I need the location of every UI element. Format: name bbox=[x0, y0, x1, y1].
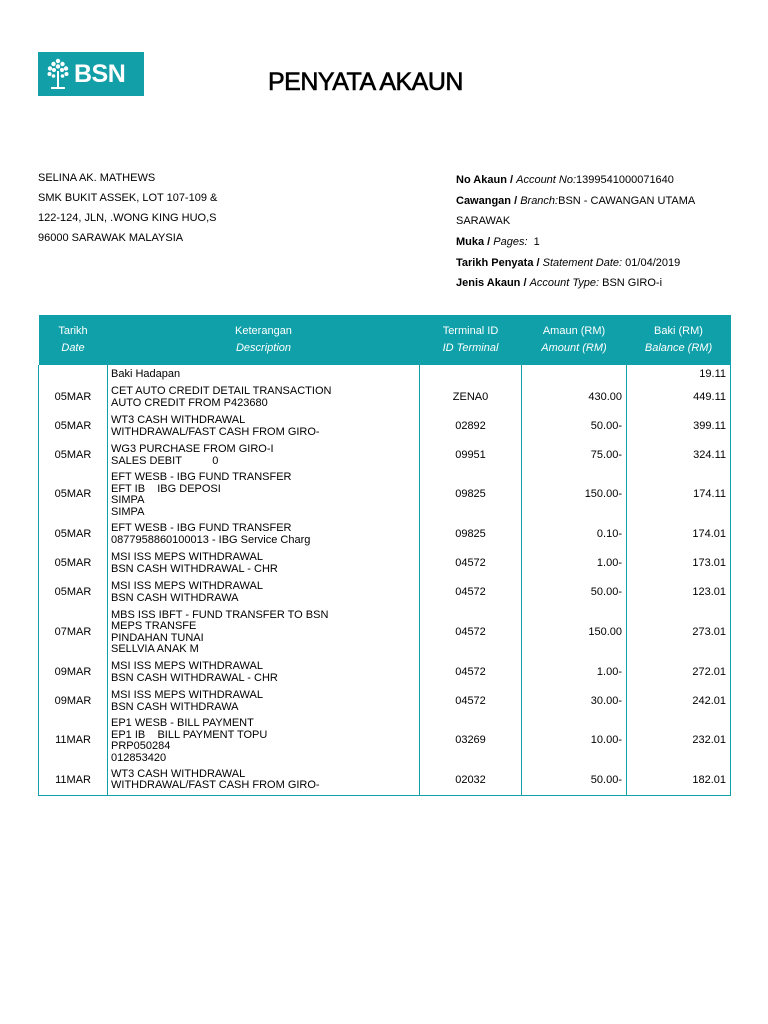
account-info bbox=[456, 170, 695, 294]
description-line: MEPS TRANSFE bbox=[111, 621, 197, 632]
description-line: WT3 CASH WITHDRAWAL bbox=[111, 768, 246, 780]
row-amount: 30.00- bbox=[522, 687, 627, 716]
row-date: 05MAR bbox=[39, 470, 108, 520]
opening-balance: 19.11 bbox=[627, 365, 731, 383]
row-date: 05MAR bbox=[39, 578, 108, 607]
tree-icon bbox=[45, 57, 71, 91]
header-terminal: Terminal ID ID Terminal bbox=[420, 315, 522, 365]
header-balance: Baki (RM) Balance (RM) bbox=[627, 315, 731, 365]
row-date: 05MAR bbox=[39, 520, 108, 549]
row-amount: 1.00- bbox=[522, 549, 627, 578]
row-terminal-id: 04572 bbox=[420, 658, 522, 687]
branch-row-2 bbox=[456, 211, 695, 232]
table-row bbox=[39, 412, 731, 441]
row-amount: 150.00- bbox=[522, 470, 627, 520]
account-no-label: No Akaun / bbox=[456, 174, 517, 186]
row-description bbox=[108, 520, 420, 549]
account-type-label-en: Account Type: bbox=[529, 277, 600, 290]
row-terminal-id: 04572 bbox=[420, 549, 522, 578]
description-line: SALES DEBIT 0 bbox=[111, 455, 219, 467]
row-description bbox=[108, 549, 420, 578]
description-line: MSI ISS MEPS WITHDRAWAL bbox=[111, 661, 263, 672]
table-row bbox=[39, 383, 731, 412]
description-line: CET AUTO CREDIT DETAIL TRANSACTION bbox=[111, 386, 332, 397]
address-line: SMK BUKIT ASSEK, LOT 107-109 & bbox=[38, 192, 218, 204]
row-balance: 173.01 bbox=[627, 549, 731, 578]
description-line: AUTO CREDIT FROM P423680 bbox=[111, 397, 268, 409]
account-no-row bbox=[456, 170, 695, 191]
table-row bbox=[39, 766, 731, 795]
row-amount: 50.00- bbox=[522, 412, 627, 441]
table-header bbox=[39, 315, 731, 365]
description-line: EP1 IB BILL PAYMENT TOPU bbox=[111, 729, 268, 741]
row-balance: 242.01 bbox=[627, 687, 731, 716]
row-amount: 1.00- bbox=[522, 658, 627, 687]
description-line: MSI ISS MEPS WITHDRAWAL bbox=[111, 581, 263, 592]
pages-value: 1 bbox=[527, 236, 540, 249]
description-line: 0877958860100013 - IBG Service Charg bbox=[111, 534, 311, 546]
row-description bbox=[108, 687, 420, 716]
row-amount: 75.00- bbox=[522, 441, 627, 470]
description-line: PINDAHAN TUNAI bbox=[111, 632, 204, 644]
description-line: MBS ISS IBFT - FUND TRANSFER TO BSN bbox=[111, 609, 329, 621]
row-date: 05MAR bbox=[39, 549, 108, 578]
row-balance: 273.01 bbox=[627, 607, 731, 658]
row-amount: 430.00 bbox=[522, 383, 627, 412]
description-line: PRP050284 bbox=[111, 741, 171, 752]
statement-date-label-en: Statement Date: bbox=[542, 256, 623, 269]
description-line: SELLVIA ANAK M bbox=[111, 644, 199, 655]
account-type-row bbox=[456, 273, 695, 294]
table-row bbox=[39, 687, 731, 716]
description-line: WITHDRAWAL/FAST CASH FROM GIRO- bbox=[111, 780, 320, 792]
row-date: 05MAR bbox=[39, 383, 108, 412]
row-balance: 399.11 bbox=[627, 412, 731, 441]
description-line: EFT WESB - IBG FUND TRANSFER bbox=[111, 472, 292, 483]
row-date: 05MAR bbox=[39, 412, 108, 441]
description-line: EFT IB IBG DEPOSI bbox=[111, 483, 221, 495]
table-row bbox=[39, 658, 731, 687]
table-row bbox=[39, 520, 731, 549]
description-line: MSI ISS MEPS WITHDRAWAL bbox=[111, 552, 263, 563]
row-date: 09MAR bbox=[39, 687, 108, 716]
transactions-table bbox=[38, 315, 731, 796]
row-description bbox=[108, 578, 420, 607]
row-terminal-id: 09825 bbox=[420, 520, 522, 549]
opening-balance-row bbox=[39, 365, 731, 383]
row-date: 11MAR bbox=[39, 766, 108, 795]
row-balance: 449.11 bbox=[627, 383, 731, 412]
table-row bbox=[39, 549, 731, 578]
account-no-label-en: Account No: bbox=[516, 174, 577, 186]
branch-label-en: Branch: bbox=[520, 194, 559, 207]
table-row bbox=[39, 607, 731, 658]
row-date: 07MAR bbox=[39, 607, 108, 658]
row-terminal-id: 02892 bbox=[420, 412, 522, 441]
page-title: PENYATA AKAUN bbox=[268, 68, 463, 96]
pages-label: Muka / bbox=[456, 236, 494, 249]
description-line: WT3 CASH WITHDRAWAL bbox=[111, 415, 246, 426]
bsn-logo bbox=[38, 52, 144, 96]
branch-value-2: SARAWAK bbox=[456, 215, 511, 228]
row-description bbox=[108, 716, 420, 766]
row-balance: 272.01 bbox=[627, 658, 731, 687]
row-description bbox=[108, 470, 420, 520]
statement-date-label: Tarikh Penyata / bbox=[456, 256, 543, 269]
row-amount: 0.10- bbox=[522, 520, 627, 549]
description-line: 012853420 bbox=[111, 752, 167, 764]
row-terminal-id: 09951 bbox=[420, 441, 522, 470]
branch-value: BSN - CAWANGAN UTAMA bbox=[558, 194, 696, 207]
row-terminal-id: ZENA0 bbox=[420, 383, 522, 412]
table-row bbox=[39, 470, 731, 520]
table-row bbox=[39, 716, 731, 766]
description-line: SIMPA bbox=[111, 495, 145, 506]
row-date: 05MAR bbox=[39, 441, 108, 470]
description-line: BSN CASH WITHDRAWAL - CHR bbox=[111, 672, 278, 684]
pages-label-en: Pages: bbox=[493, 236, 528, 249]
address-line: 122-124, JLN, .WONG KING HUO,S bbox=[38, 212, 217, 224]
row-balance: 123.01 bbox=[627, 578, 731, 607]
row-description bbox=[108, 607, 420, 658]
row-terminal-id: 04572 bbox=[420, 687, 522, 716]
description-line: BSN CASH WITHDRAWAL - CHR bbox=[111, 563, 278, 575]
customer-address bbox=[38, 168, 217, 248]
row-balance: 182.01 bbox=[627, 766, 731, 795]
row-balance: 174.11 bbox=[627, 470, 731, 520]
statement-date-row bbox=[456, 253, 695, 274]
description-line: BSN CASH WITHDRAWA bbox=[111, 592, 239, 604]
address-line: SELINA AK. MATHEWS bbox=[38, 172, 156, 184]
row-terminal-id: 02032 bbox=[420, 766, 522, 795]
row-balance: 232.01 bbox=[627, 716, 731, 766]
row-amount: 50.00- bbox=[522, 578, 627, 607]
row-amount: 10.00- bbox=[522, 716, 627, 766]
header-description: Keterangan Description bbox=[108, 315, 420, 365]
row-description bbox=[108, 412, 420, 441]
description-line: EFT WESB - IBG FUND TRANSFER bbox=[111, 523, 292, 534]
row-date: 09MAR bbox=[39, 658, 108, 687]
row-amount: 150.00 bbox=[522, 607, 627, 658]
header-amount: Amaun (RM) Amount (RM) bbox=[522, 315, 627, 365]
row-description bbox=[108, 658, 420, 687]
table-row bbox=[39, 441, 731, 470]
row-terminal-id: 09825 bbox=[420, 470, 522, 520]
description-line: SIMPA bbox=[111, 506, 145, 518]
description-line: WG3 PURCHASE FROM GIRO-I bbox=[111, 444, 274, 455]
row-terminal-id: 04572 bbox=[420, 578, 522, 607]
account-type-label: Jenis Akaun / bbox=[456, 277, 530, 290]
address-line: 96000 SARAWAK MALAYSIA bbox=[38, 232, 184, 244]
row-terminal-id: 03269 bbox=[420, 716, 522, 766]
row-date: 11MAR bbox=[39, 716, 108, 766]
header-date: Tarikh Date bbox=[39, 315, 108, 365]
opening-description: Baki Hadapan bbox=[108, 365, 420, 383]
row-description bbox=[108, 766, 420, 795]
account-type-value: BSN GIRO-i bbox=[599, 277, 663, 290]
account-no-value: 1399541000071640 bbox=[576, 174, 674, 186]
statement-date-value: 01/04/2019 bbox=[622, 256, 681, 269]
pages-row bbox=[456, 232, 695, 253]
description-line: WITHDRAWAL/FAST CASH FROM GIRO- bbox=[111, 426, 320, 438]
brand-name: BSN bbox=[74, 59, 126, 88]
row-description bbox=[108, 383, 420, 412]
row-amount: 50.00- bbox=[522, 766, 627, 795]
branch-label: Cawangan / bbox=[456, 194, 521, 207]
description-line: BSN CASH WITHDRAWA bbox=[111, 701, 239, 713]
row-balance: 174.01 bbox=[627, 520, 731, 549]
description-line: EP1 WESB - BILL PAYMENT bbox=[111, 718, 254, 729]
row-balance: 324.11 bbox=[627, 441, 731, 470]
table-row bbox=[39, 578, 731, 607]
branch-row bbox=[456, 191, 695, 212]
row-description bbox=[108, 441, 420, 470]
description-line: MSI ISS MEPS WITHDRAWAL bbox=[111, 690, 263, 701]
row-terminal-id: 04572 bbox=[420, 607, 522, 658]
